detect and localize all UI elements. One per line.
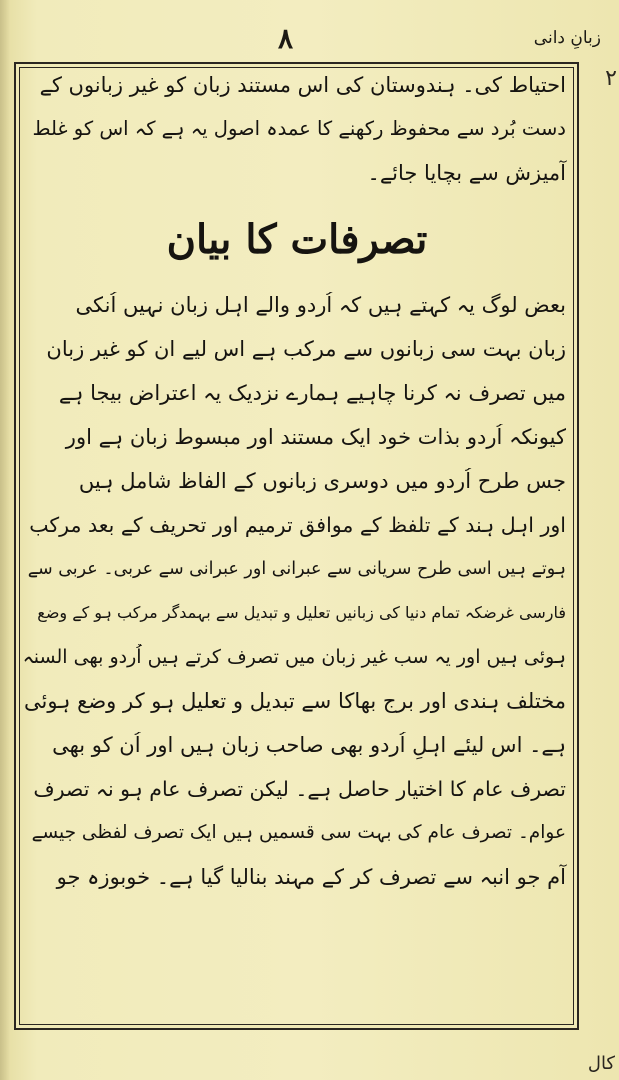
- margin-mark-top: ٢: [605, 66, 617, 91]
- section-heading: تصرفات کا بیان: [166, 216, 428, 263]
- text-line: ہوتے ہیں اسی طرح سریانی سے عبرانی اور عبرانی سے عربی۔ عربی سے: [27, 559, 566, 579]
- text-line: میں تصرف نہ کرنا چاہیے ہمارے نزدیک یہ اعتراض بیجا ہے: [58, 381, 566, 405]
- text-line: بعض لوگ یہ کہتے ہیں کہ اُردو والے اہل زبان نہیں اُنکی: [75, 293, 566, 317]
- paragraph-top: [22, 72, 572, 204]
- running-title: زبانِ دانی: [533, 28, 601, 48]
- text-line: دست بُرد سے محفوظ رکھنے کا عمدہ اصول یہ ہے کہ اس کو غلط: [32, 117, 566, 140]
- text-line: فارسی غرضکہ تمام دنیا کی زبانیں تعلیل و تبدیل سے بہمدگر مرکب ہو کے وضع: [37, 603, 566, 622]
- text-line: عوام۔ تصرف عام کی بہت سی قسمیں ہیں ایک تصرف لفظی جیسے: [31, 822, 566, 843]
- text-line: احتیاط کی۔ ہندوستان کی اس مستند زبان کو غیر زبانوں کے: [39, 73, 566, 97]
- binding-shadow: [0, 0, 10, 1080]
- page-number: ۸: [278, 22, 294, 55]
- text-line: آمیزش سے بچایا جائے۔: [367, 161, 566, 185]
- text-line: تصرف عام کا اختیار حاصل ہے۔ لیکن تصرف عام ہو نہ تصرف: [33, 777, 566, 801]
- text-line: آم جو انبہ سے تصرف کر کے مہند بنالیا گیا ہے۔ خوبوزہ جو: [56, 865, 566, 889]
- page-header: [0, 22, 619, 62]
- text-line: کیونکہ اُردو بذات خود ایک مستند اور مبسوط زبان ہے اور: [65, 425, 566, 449]
- text-line: زبان بہت سی زبانوں سے مرکب ہے اس لیے ان کو غیر زبان: [46, 337, 566, 361]
- text-line: مختلف ہندی اور برج بھاکا سے تبدیل و تعلیل ہو کر وضع ہوئی: [23, 689, 566, 713]
- text-line: ہے۔ اس لیئے اہلِ اُردو بھی صاحب زبان ہیں اور اُن کو بھی: [52, 733, 566, 757]
- text-line: ہوئی ہیں اور یہ سب غیر زبان میں تصرف کرتے ہیں اُردو بھی السنہ: [22, 646, 566, 668]
- text-line: جس طرح اُردو میں دوسری زبانوں کے الفاظ شامل ہیں: [78, 469, 566, 493]
- text-line: اور اہل ہند کے تلفظ کے موافق ترمیم اور تحریف کے بعد مرکب: [29, 513, 566, 537]
- margin-mark-bottom: کال: [587, 1053, 615, 1074]
- page-content: [22, 72, 572, 1022]
- paragraph-main: [22, 292, 572, 908]
